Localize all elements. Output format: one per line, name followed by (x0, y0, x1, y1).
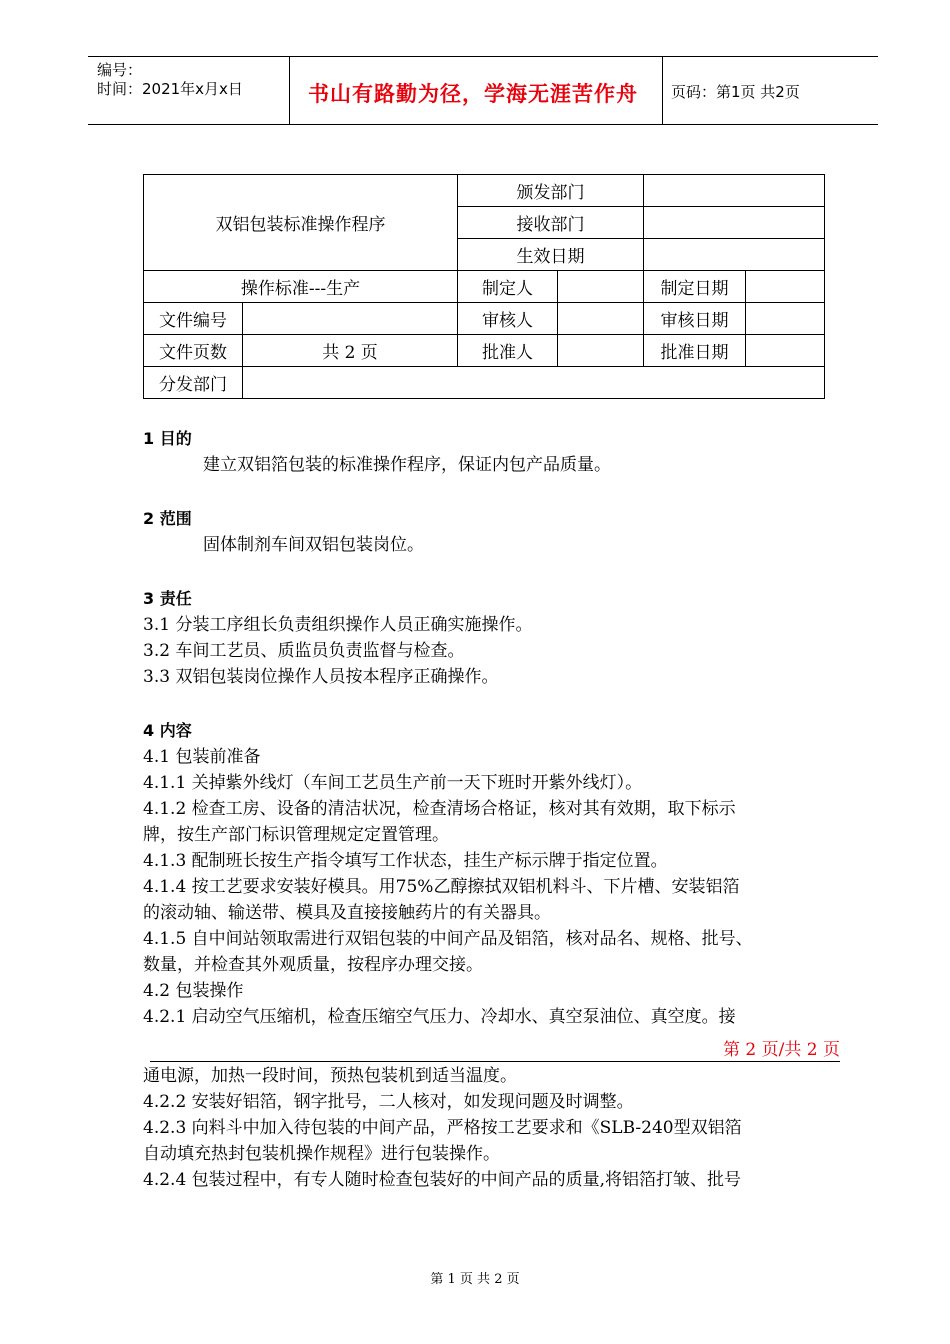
receive-dept-label: 接收部门 (458, 207, 644, 239)
approve-date-value (746, 335, 825, 367)
issue-dept-label: 颁发部门 (458, 175, 644, 207)
page-marker: 第 2 页/共 2 页 (150, 1035, 840, 1062)
receive-dept-value (644, 207, 825, 239)
doc-title: 双铝包装标准操作程序 (215, 215, 386, 235)
distribution-value (243, 367, 825, 399)
reviewer-label: 审核人 (458, 303, 558, 335)
list-item: 4.2.1 启动空气压缩机，检查压缩空气压力、冷却水、真空泵油位、真空度。接 (143, 1007, 736, 1027)
approver-value (558, 335, 644, 367)
section-scope (143, 506, 833, 558)
list-item: 4.1.2 检查工房、设备的清洁状况，检查清场合格证，核对其有效期，取下标示 (143, 799, 736, 819)
section-responsibility (143, 586, 833, 690)
section-content (143, 718, 833, 1030)
section-heading: 4 内容 (143, 721, 192, 740)
list-item: 4.2.2 安装好铝箔，钢字批号，二人核对，如发现问题及时调整。 (143, 1092, 634, 1112)
doc-pages-value: 共 2 页 (243, 335, 458, 367)
list-item: 数量，并检查其外观质量，按程序办理交接。 (143, 955, 483, 975)
section-heading: 1 目的 (143, 429, 192, 448)
motto: 书山有路勤为径，学海无涯苦作舟 (308, 82, 638, 106)
doc-no-label: 文件编号 (144, 303, 243, 335)
section-heading: 3 责任 (143, 589, 192, 608)
list-item: 自动填充热封包装机操作规程》进行包装操作。 (143, 1144, 500, 1164)
list-item: 3.1 分装工序组长负责组织操作人员正确实施操作。 (143, 615, 533, 635)
list-item: 4.1.3 配制班长按生产指令填写工作状态，挂生产标示牌于指定位置。 (143, 851, 668, 871)
category-cell: 操作标准---生产 (144, 271, 458, 303)
header-divider-right (662, 56, 663, 125)
section-content-continued (143, 1063, 833, 1193)
review-date-label: 审核日期 (644, 303, 746, 335)
list-item: 4.2 包装操作 (143, 981, 244, 1001)
approver-label: 批准人 (458, 335, 558, 367)
section-heading: 2 范围 (143, 509, 192, 528)
distribution-label: 分发部门 (144, 367, 243, 399)
header-top-rule (88, 56, 878, 57)
make-date-label: 制定日期 (644, 271, 746, 303)
paragraph: 建立双铝箔包装的标准操作程序，保证内包产品质量。 (203, 455, 611, 475)
issue-dept-value (644, 175, 825, 207)
list-item: 通电源，加热一段时间，预热包装机到适当温度。 (143, 1066, 517, 1086)
page-label: 页码：第1页 共2页 (671, 83, 800, 101)
list-item: 3.3 双铝包装岗位操作人员按本程序正确操作。 (143, 667, 499, 687)
list-item: 牌，按生产部门标识管理规定定置管理。 (143, 825, 449, 845)
page-footer: 第 1 页 共 2 页 (430, 1272, 520, 1287)
doc-pages-label: 文件页数 (144, 335, 243, 367)
header-bottom-rule (88, 124, 878, 125)
list-item: 4.1 包装前准备 (143, 747, 261, 767)
maker-label: 制定人 (458, 271, 558, 303)
header-divider-left (289, 56, 290, 125)
list-item: 4.1.1 关掉紫外线灯（车间工艺员生产前一天下班时开紫外线灯）。 (143, 773, 643, 793)
maker-value (558, 271, 644, 303)
list-item: 4.1.4 按工艺要求安装好模具。用75%乙醇擦拭双铝机料斗、下片槽、安装铝箔 (143, 877, 740, 897)
list-item: 3.2 车间工艺员、质监员负责监督与检查。 (143, 641, 465, 661)
list-item: 4.1.5 自中间站领取需进行双铝包装的中间产品及铝箔，核对品名、规格、批号、 (143, 929, 753, 949)
list-item: 4.2.3 向料斗中加入待包装的中间产品，严格按工艺要求和《SLB-240型双铝箔 (143, 1118, 742, 1138)
list-item: 的滚动轴、输送带、模具及直接接触药片的有关器具。 (143, 903, 551, 923)
document-control-table (143, 174, 825, 399)
date-label: 时间：2021年x月x日 (97, 80, 243, 98)
reviewer-value (558, 303, 644, 335)
approve-date-label: 批准日期 (644, 335, 746, 367)
effective-date-value (644, 239, 825, 271)
make-date-value (746, 271, 825, 303)
paragraph: 固体制剂车间双铝包装岗位。 (203, 535, 424, 555)
list-item: 4.2.4 包装过程中，有专人随时检查包装好的中间产品的质量,将铝箔打皱、批号 (143, 1170, 742, 1190)
doc-no-value (243, 303, 458, 335)
effective-date-label: 生效日期 (458, 239, 644, 271)
doc-title-cell (144, 175, 458, 271)
review-date-value (746, 303, 825, 335)
number-label: 编号： (97, 61, 143, 79)
section-purpose (143, 426, 833, 478)
